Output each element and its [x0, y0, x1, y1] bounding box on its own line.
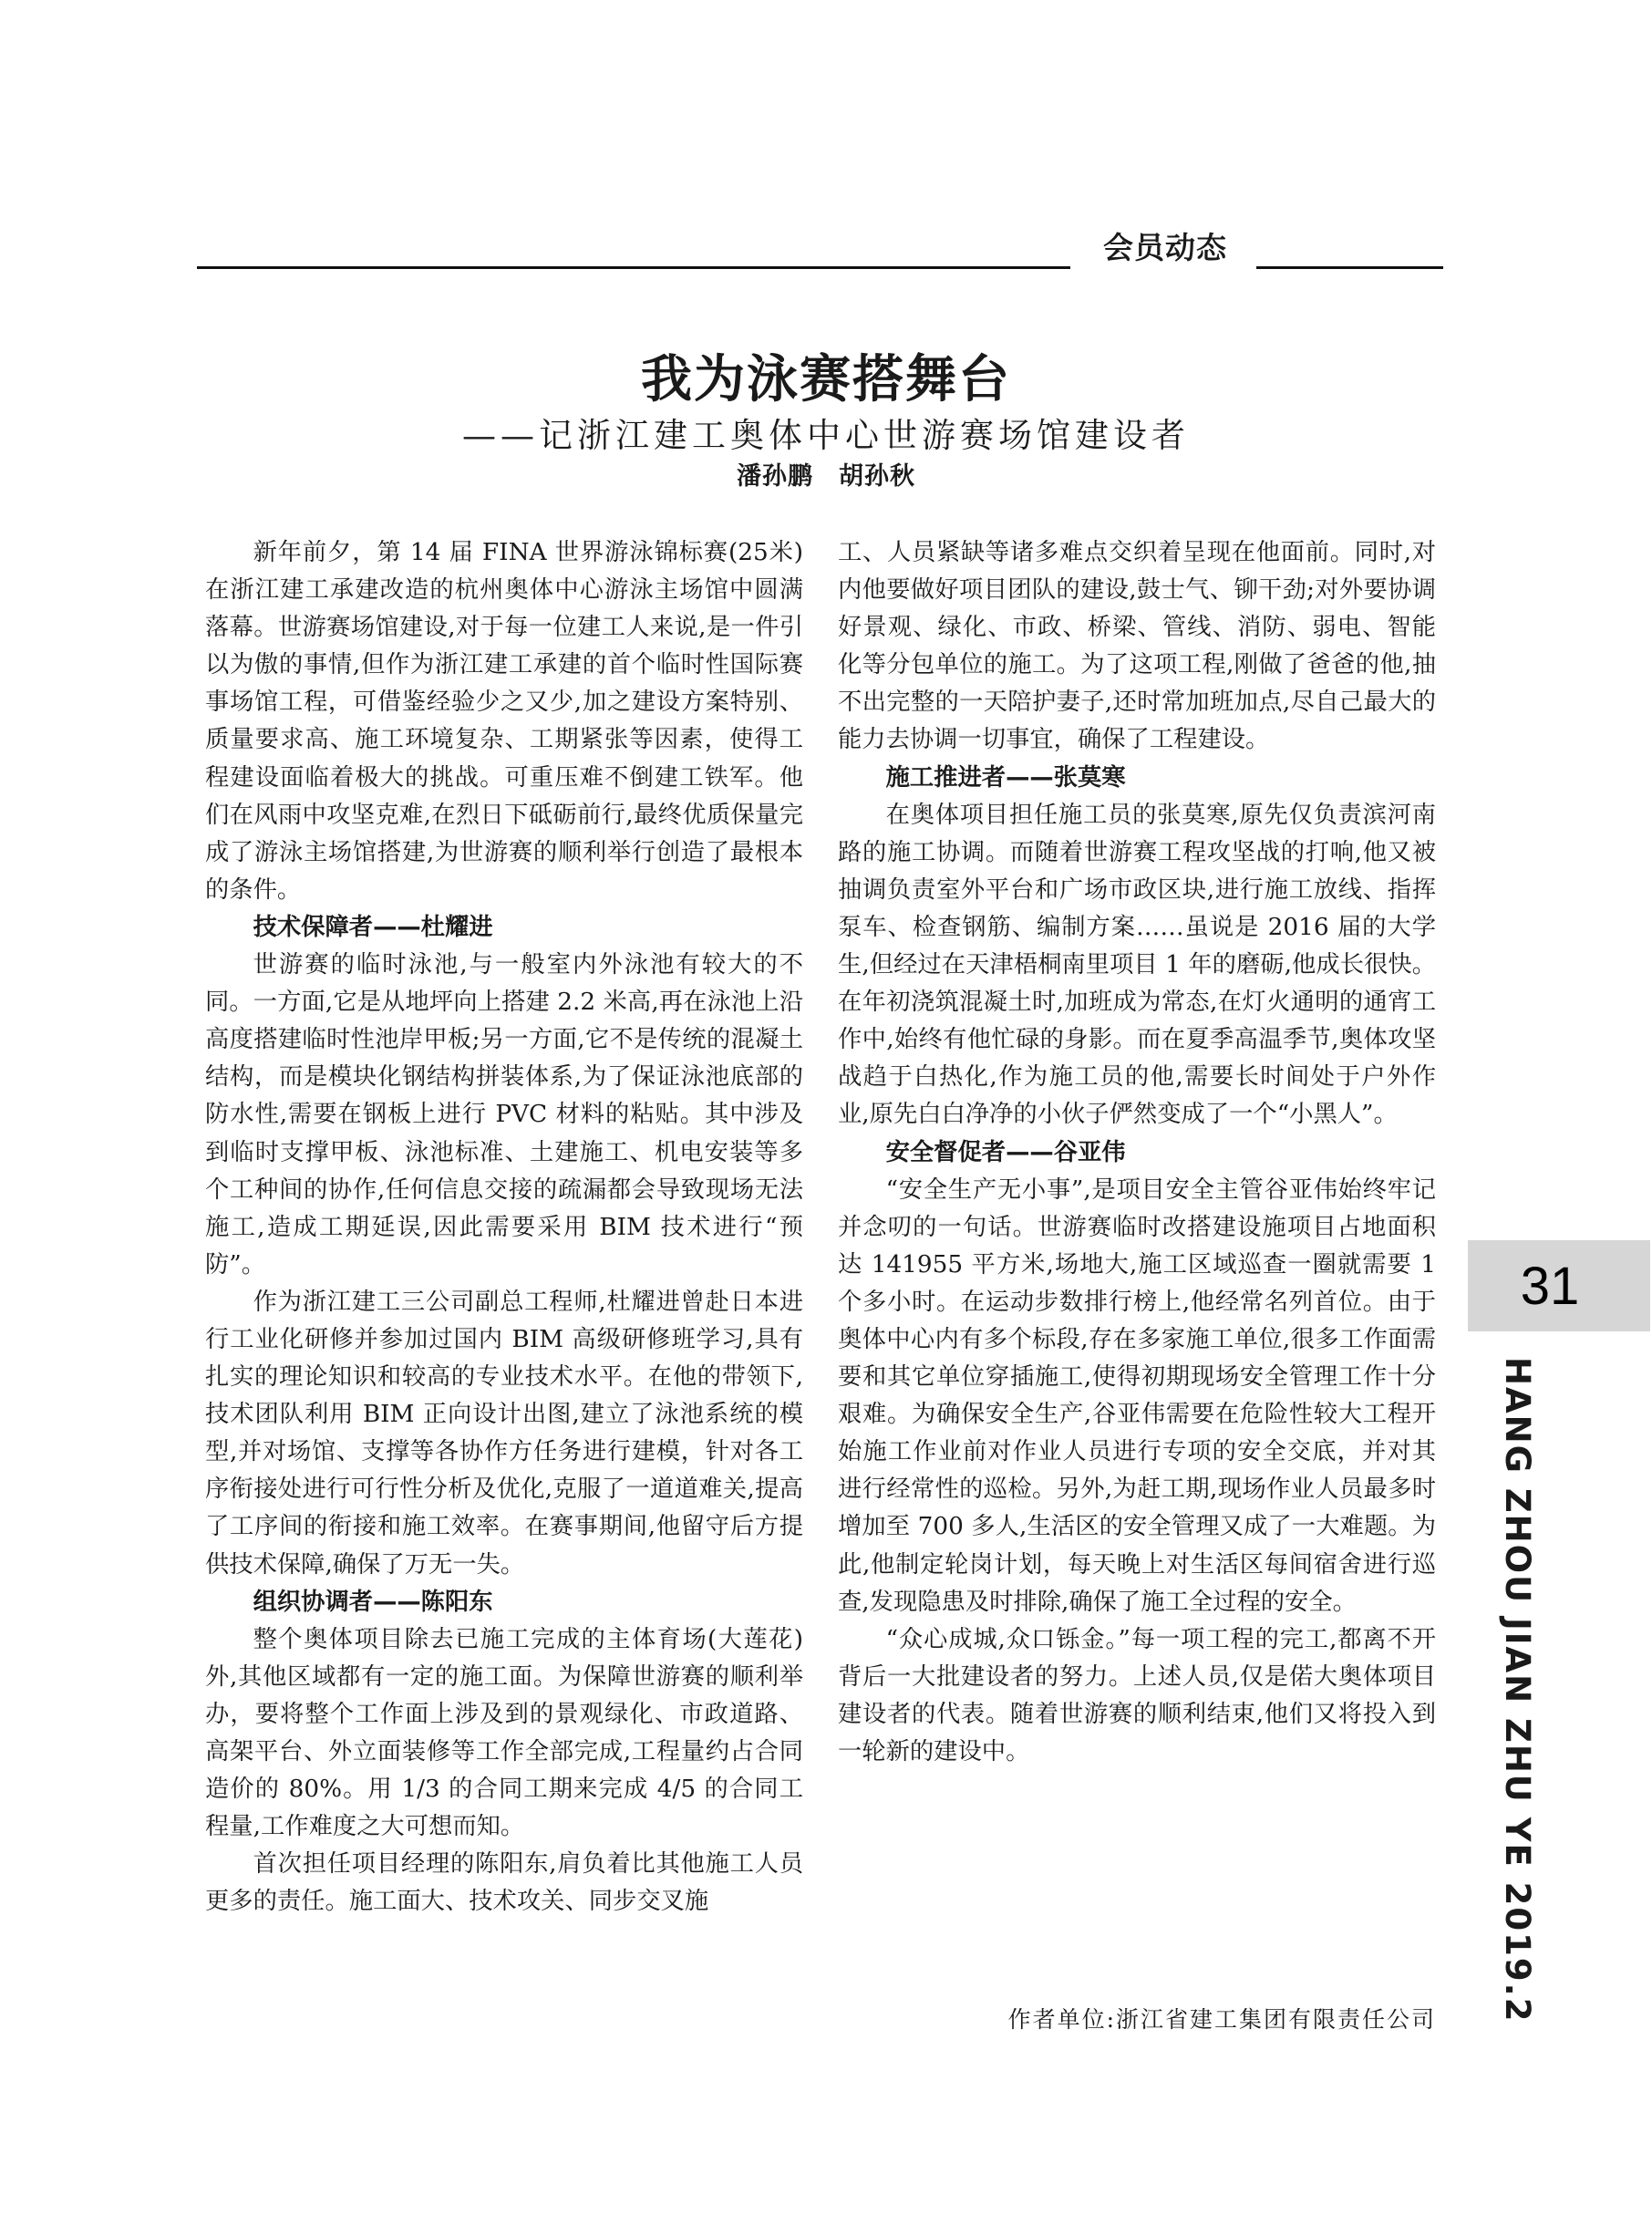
article-subtitle: ——记浙江建工奥体中心世游赛场馆建设者 — [462, 416, 1190, 455]
journal-name-vertical: HANG ZHOU JIAN ZHU YE 2019.2 — [1498, 1357, 1537, 2024]
intro-paragraph: 新年前夕，第 14 届 FINA 世界游泳锦标赛(25米)在浙江建工承建改造的杭州奥体中心游泳主场馆中圆满落幕。世游赛场馆建设,对于每一位建工人来说,是一件引以为傲的事情,但作为浙江建工承建的首个临时性国际赛事场馆工程，可借鉴经验少之又少,加之建设方案特别、质量要求高、施工环境复杂、工期紧张等因素，使得工程建设面临着极大的挑战。可重压难不倒建工铁军。他们在风雨中攻坚克难,在烈日下砥砺前行,最终优质保量完成了游泳主场馆搭建,为世游赛的顺利举行创造了最根本的条件。 — [205, 539, 803, 904]
section-heading-safety: 安全督促者——谷亚伟 — [885, 1138, 1126, 1166]
paragraph: 作为浙江建工三公司副总工程师,杜耀进曾赴日本进行工业化研修并参加过国内 BIM 高级研修班学习,具有扎实的理论知识和较高的专业技术水平。在他的带领下,技术团队利用 BIM 正向设计出图,建立了泳池系统的模型,并对场馆、支撑等各协作方任务进行建模，针对各工序衔接处进行可行性分析及优化,克服了一道道难关,提高了工序间的衔接和施工效率。在赛事期间,他留守后方提供技术保障,确保了万无一失。 — [205, 1288, 803, 1579]
paragraph: 世游赛的临时泳池,与一般室内外泳池有较大的不同。一方面,它是从地坪向上搭建 2.2 米高,再在泳池上沿高度搭建临时性池岸甲板;另一方面,它不是传统的混凝土结构，而是模块化钢结构拼装体系,为了保证泳池底部的防水性,需要在钢板上进行 PVC 材料的粘贴。其中涉及到临时支撑甲板、泳池标准、土建施工、机电安装等多个工种间的协作,任何信息交接的疏漏都会导致现场无法施工,造成工期延误,因此需要采用 BIM 技术进行“预防”。 — [205, 951, 803, 1279]
article-authors: 潘孙鹏 胡孙秋 — [737, 462, 915, 491]
header-rule-left — [197, 266, 1070, 269]
paragraph: 首次担任项目经理的陈阳东,肩负着比其他施工人员更多的责任。施工面大、技术攻关、同步交叉施 — [205, 1850, 803, 1916]
paragraph-continued: 工、人员紧缺等诸多难点交织着呈现在他面前。同时,对内他要做好项目团队的建设,鼓士气、铆干劲;对外要协调好景观、绿化、市政、桥梁、管线、消防、弱电、智能化等分包单位的施工。为了这项工程,刚做了爸爸的他,抽不出完整的一天陪护妻子,还时常加班加点,尽自己最大的能力去协调一切事宜，确保了工程建设。 — [838, 539, 1436, 754]
right-column — [838, 534, 1436, 1771]
page-number: 31 — [1520, 1256, 1580, 1316]
paragraph: “安全生产无小事”,是项目安全主管谷亚伟始终牢记并念叨的一句话。世游赛临时改搭建设施项目占地面积达 141955 平方米,场地大,施工区域巡查一圈就需要 1 个多小时。在运动步数排行榜上,他经常名列首位。由于奥体中心内有多个标段,存在多家施工单位,很多工作面需要和其它单位穿插施工,使得初期现场安全管理工作十分艰难。为确保安全生产,谷亚伟需要在危险性较大工程开始施工作业前对作业人员进行专项的安全交底，并对其进行经常性的巡检。另外,为赶工期,现场作业人员最多时增加至 700 多人,生活区的安全管理又成了一大难题。为此,他制定轮岗计划，每天晚上对生活区每间宿舍进行巡查,发现隐患及时排除,确保了施工全过程的安全。 — [838, 1175, 1436, 1616]
closing-paragraph: “众心成城,众口铄金。”每一项工程的完工,都离不开背后一大批建设者的努力。上述人员,仅是偌大奥体项目建设者的代表。随着世游赛的顺利结束,他们又将投入到一轮新的建设中。 — [838, 1625, 1436, 1765]
paragraph: 在奥体项目担任施工员的张莫寒,原先仅负责滨河南路的施工协调。而随着世游赛工程攻坚战的打响,他又被抽调负责室外平台和广场市政区块,进行施工放线、指挥泵车、检查钢筋、编制方案……虽说是 2016 届的大学生,但经过在天津梧桐南里项目 1 年的磨砺,他成长很快。在年初浇筑混凝土时,加班成为常态,在灯火通明的通宵工作中,始终有他忙碌的身影。而在夏季高温季节,奥体攻坚战趋于白热化,作为施工员的他,需要长时间处于户外作业,原先白白净净的小伙子俨然变成了一个“小黑人”。 — [838, 801, 1436, 1129]
author-affiliation: 作者单位:浙江省建工集团有限责任公司 — [1007, 2006, 1436, 2033]
left-column — [205, 534, 803, 1921]
page-number-tab — [1468, 1240, 1650, 1331]
section-heading-construction: 施工推进者——张莫寒 — [885, 763, 1126, 792]
header-rule-right — [1256, 266, 1443, 269]
article-title: 我为泳赛搭舞台 — [641, 349, 1011, 409]
section-heading-tech: 技术保障者——杜耀进 — [253, 913, 493, 941]
section-label: 会员动态 — [1103, 230, 1227, 265]
paragraph: 整个奥体项目除去已施工完成的主体育场(大莲花)外,其他区域都有一定的施工面。为保障世游赛的顺利举办，要将整个工作面上涉及到的景观绿化、市政道路、高架平台、外立面装修等工作全部完成,工程量约占合同造价的 80%。用 1/3 的合同工期来完成 4/5 的合同工程量,工作难度之大可想而知。 — [205, 1625, 803, 1841]
section-heading-coord: 组织协调者——陈阳东 — [253, 1588, 493, 1616]
